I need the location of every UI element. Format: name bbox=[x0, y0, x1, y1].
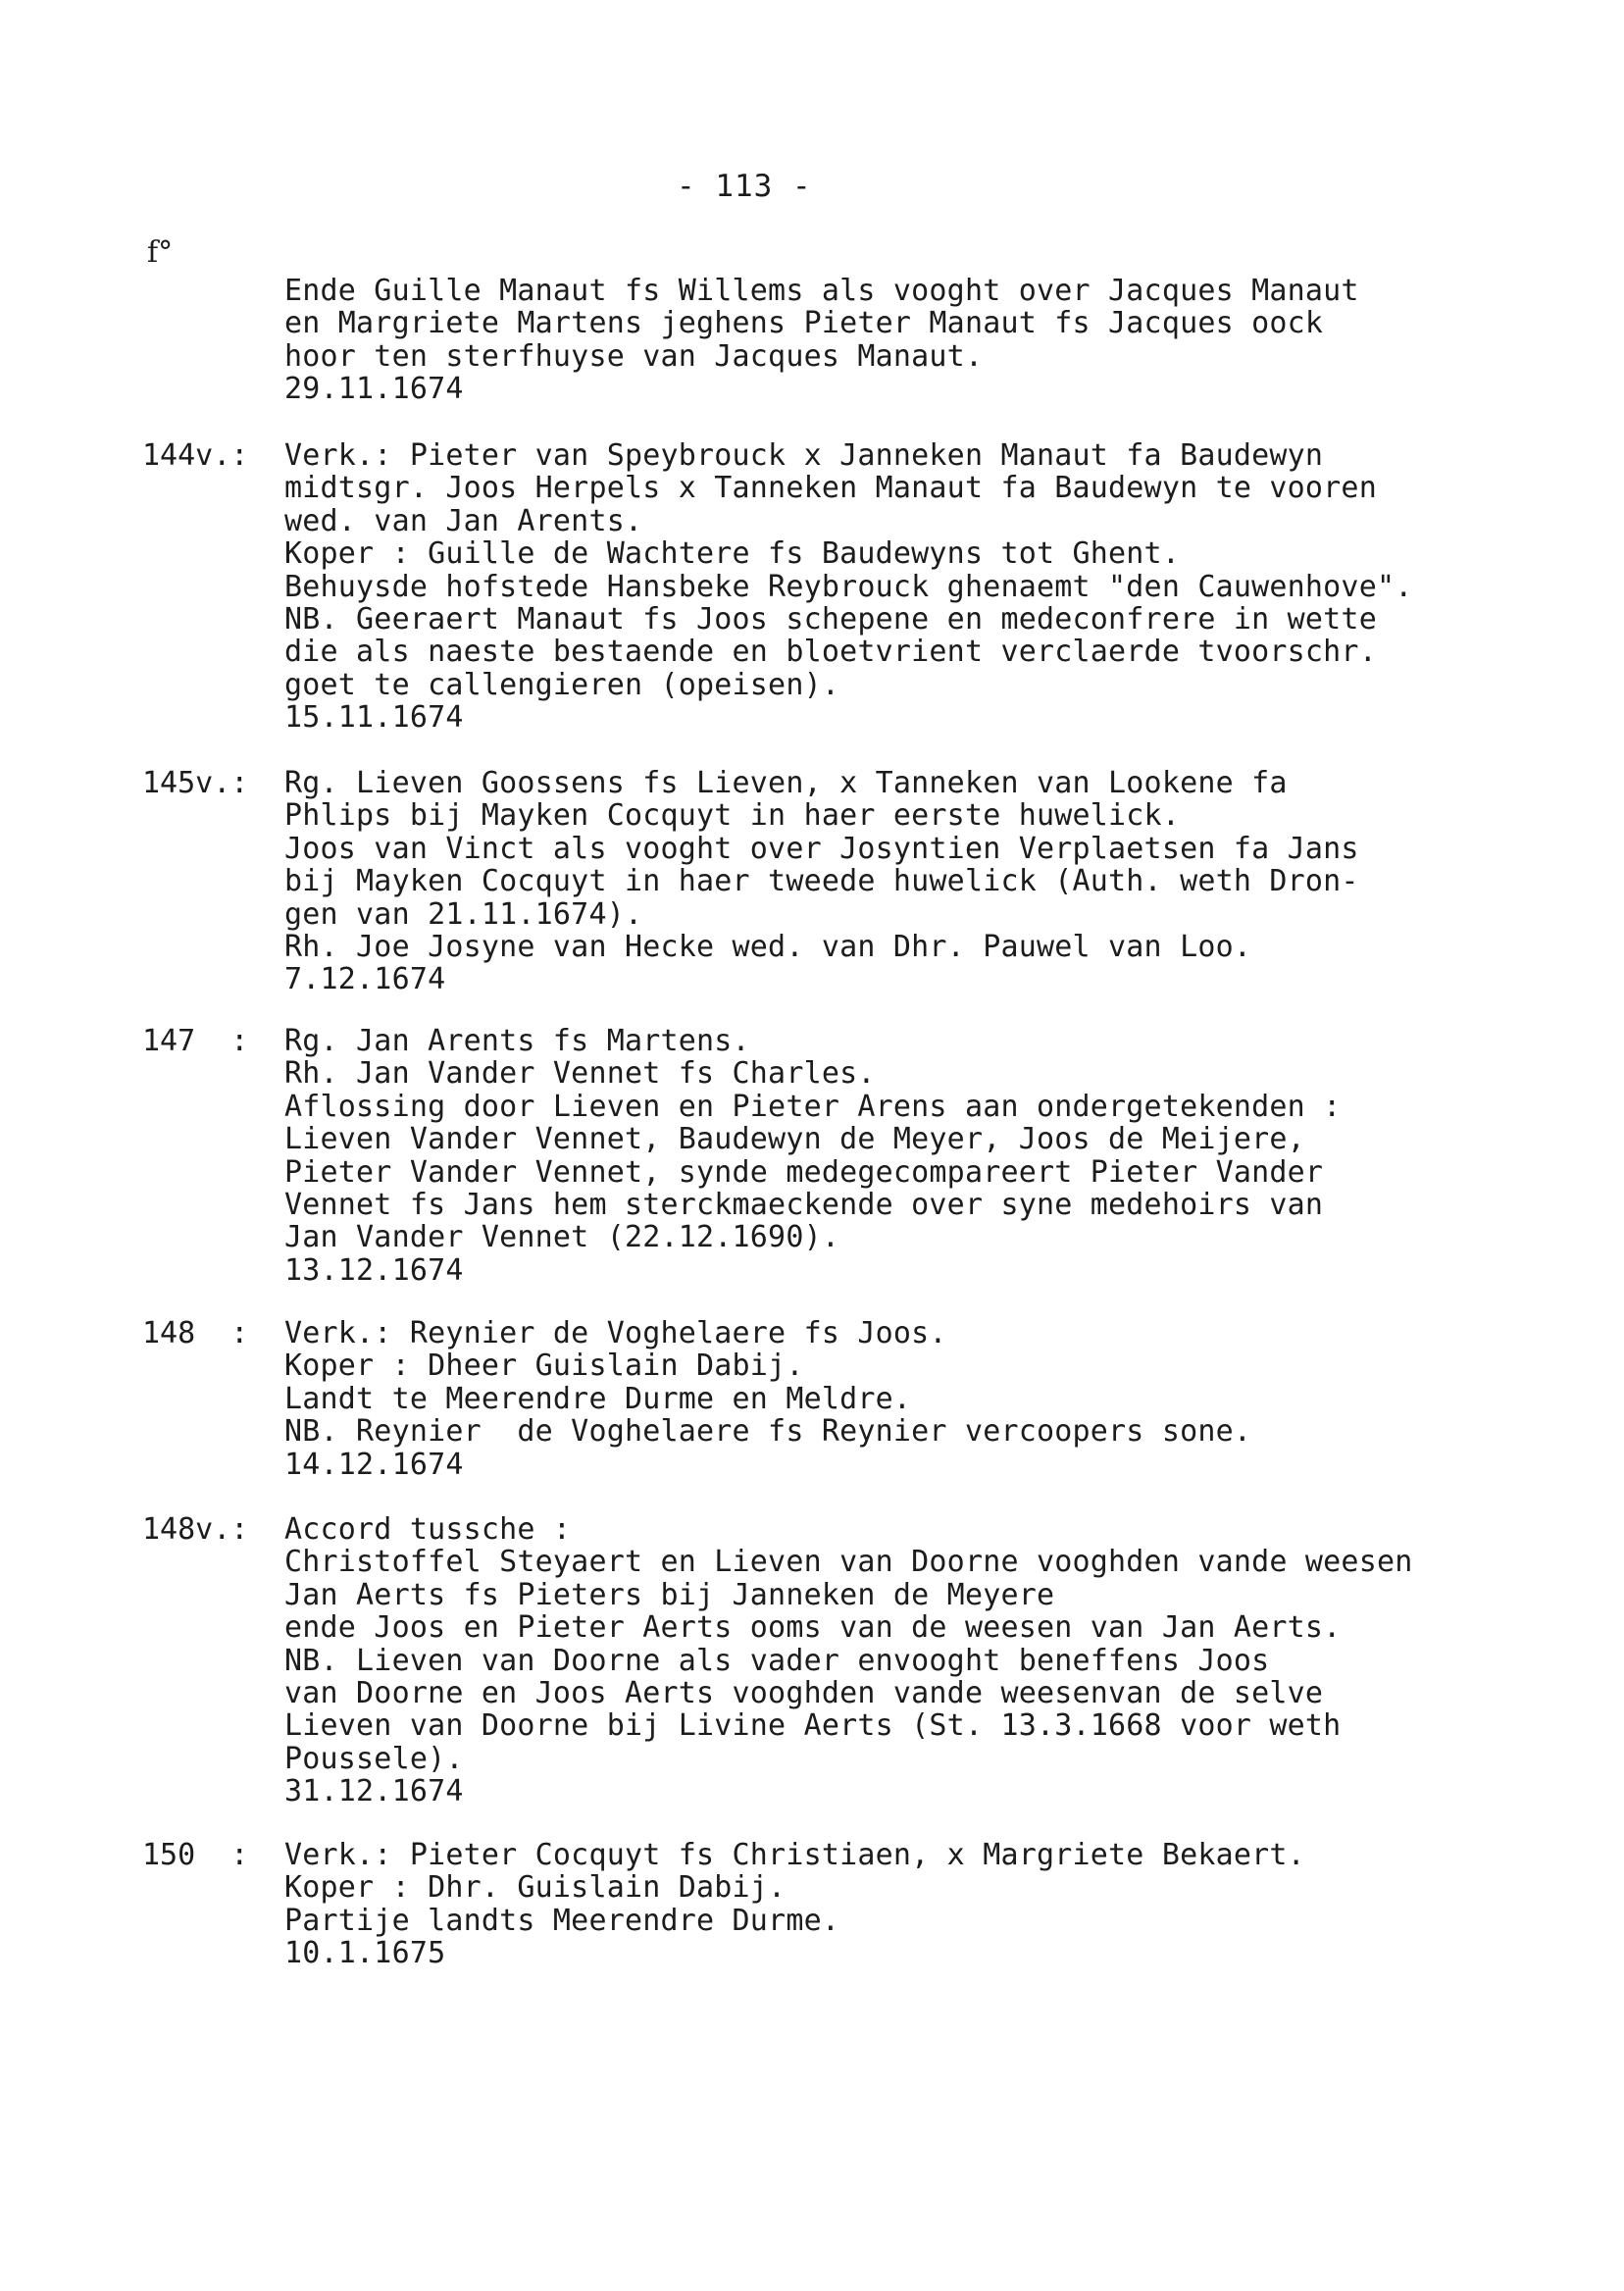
entry-line: Poussele). bbox=[284, 1741, 464, 1776]
entry-line: Partije landts Meerendre Durme. bbox=[284, 1903, 840, 1938]
entry-line: 29.11.1674 bbox=[284, 372, 464, 407]
entry-text bbox=[284, 439, 1412, 735]
entry-line: Christoffel Steyaert en Lieven van Doorne vooghden vande weesen bbox=[284, 1545, 1413, 1580]
entry-line: Rg. Lieven Goossens fs Lieven, x Tanneken van Lookene fa bbox=[284, 766, 1288, 800]
entry-line: Behuysde hofstede Hansbeke Reybrouck ghenaemt "den Cauwenhove". bbox=[284, 569, 1413, 604]
entry-ref: 148 : bbox=[142, 1316, 249, 1350]
entry-line: 7.12.1674 bbox=[284, 962, 446, 997]
entry-line: Koper : Dhr. Guislain Dabij. bbox=[284, 1870, 787, 1906]
entry-line: Joos van Vinct als vooght over Josyntien Verplaetsen fa Jans bbox=[284, 831, 1359, 866]
entry-line: goet te callengieren (opeisen). bbox=[284, 667, 840, 702]
entry-line: NB. Geeraert Manaut fs Joos schepene en medeconfrere in wette bbox=[284, 602, 1377, 637]
entry-line: Jan Aerts fs Pieters bij Janneken de Meyere bbox=[284, 1577, 1055, 1612]
entry-line: Vennet fs Jans hem sterckmaeckende over syne medehoirs van bbox=[284, 1188, 1324, 1223]
entry-ref: 145v.: bbox=[142, 766, 249, 800]
entry-line: 15.11.1674 bbox=[284, 700, 464, 736]
entry-line: 13.12.1674 bbox=[284, 1252, 464, 1288]
entry-line: midtsgr. Joos Herpels x Tanneken Manaut fa Baudewyn te vooren bbox=[284, 471, 1377, 506]
entry-line: Verk.: Pieter Cocquyt fs Christiaen, x Margriete Bekaert. bbox=[284, 1838, 1305, 1872]
entry-line: en Margriete Martens jeghens Pieter Manaut fs Jacques oock bbox=[284, 306, 1324, 341]
entry-line: die als naeste bestaende en bloetvrient verclaerde tvoorschr. bbox=[284, 635, 1377, 670]
entry-line: ende Joos en Pieter Aerts ooms van de weesen van Jan Aerts. bbox=[284, 1610, 1342, 1646]
entry-text bbox=[284, 1317, 1251, 1481]
entry-line: Landt te Meerendre Durme en Meldre. bbox=[284, 1381, 912, 1416]
entry-ref: 147 : bbox=[142, 1024, 249, 1058]
entry-line: Koper : Guille de Wachtere fs Baudewyns tot Ghent. bbox=[284, 536, 1181, 572]
entry-line: NB. Lieven van Doorne als vader envooght beneffens Joos bbox=[284, 1643, 1270, 1678]
entry-line: Phlips bij Mayken Cocquyt in haer eerste huwelick. bbox=[284, 798, 1181, 834]
folio-marker: f° bbox=[147, 235, 174, 270]
entry-line: bij Mayken Cocquyt in haer tweede huwelick (Auth. weth Dron- bbox=[284, 864, 1359, 899]
entry-line: Koper : Dheer Guislain Dabij. bbox=[284, 1349, 804, 1384]
entry-text bbox=[284, 767, 1359, 996]
entry-line: van Doorne en Joos Aerts vooghden vande weesenvan de selve bbox=[284, 1676, 1324, 1711]
entry-line: Lieven Vander Vennet, Baudewyn de Meyer, Joos de Meijere, bbox=[284, 1122, 1305, 1157]
entry-line: Rh. Jan Vander Vennet fs Charles. bbox=[284, 1056, 876, 1092]
entry-line: gen van 21.11.1674). bbox=[284, 896, 643, 932]
entry-line: hoor ten sterfhuyse van Jacques Manaut. bbox=[284, 338, 984, 374]
entry-line: Jan Vander Vennet (22.12.1690). bbox=[284, 1220, 840, 1255]
entry-line: 14.12.1674 bbox=[284, 1447, 464, 1482]
entry-text bbox=[284, 275, 1359, 406]
entry-line: Verk.: Pieter van Speybrouck x Janneken Manaut fa Baudewyn bbox=[284, 438, 1324, 473]
page-number: - 113 - bbox=[677, 169, 812, 204]
entry-line: Rg. Jan Arents fs Martens. bbox=[284, 1024, 750, 1058]
entry-line: Rh. Joe Josyne van Hecke wed. van Dhr. Pauwel van Loo. bbox=[284, 930, 1252, 965]
entry-text bbox=[284, 1025, 1341, 1287]
entry-line: Accord tussche : bbox=[284, 1512, 572, 1547]
entry-ref: 148v.: bbox=[142, 1512, 249, 1547]
entry-line: Lieven van Doorne bij Livine Aerts (St. 13.3.1668 voor weth bbox=[284, 1708, 1342, 1744]
entry-text bbox=[284, 1513, 1412, 1808]
entry-line: NB. Reynier de Voghelaere fs Reynier vercoopers sone. bbox=[284, 1414, 1252, 1450]
entry-ref: 144v.: bbox=[142, 438, 249, 473]
entry-line: 31.12.1674 bbox=[284, 1774, 464, 1809]
entry-ref: 150 : bbox=[142, 1838, 249, 1872]
entry-line: Aflossing door Lieven en Pieter Arens aan ondergetekenden : bbox=[284, 1089, 1342, 1124]
entry-line: Pieter Vander Vennet, synde medegecompareert Pieter Vander bbox=[284, 1154, 1324, 1190]
entry-line: Ende Guille Manaut fs Willems als vooght over Jacques Manaut bbox=[284, 274, 1359, 308]
entry-line: Verk.: Reynier de Voghelaere fs Joos. bbox=[284, 1316, 947, 1350]
entry-line: 10.1.1675 bbox=[284, 1936, 446, 1971]
entry-text bbox=[284, 1839, 1305, 1970]
entry-line: wed. van Jan Arents. bbox=[284, 503, 643, 538]
